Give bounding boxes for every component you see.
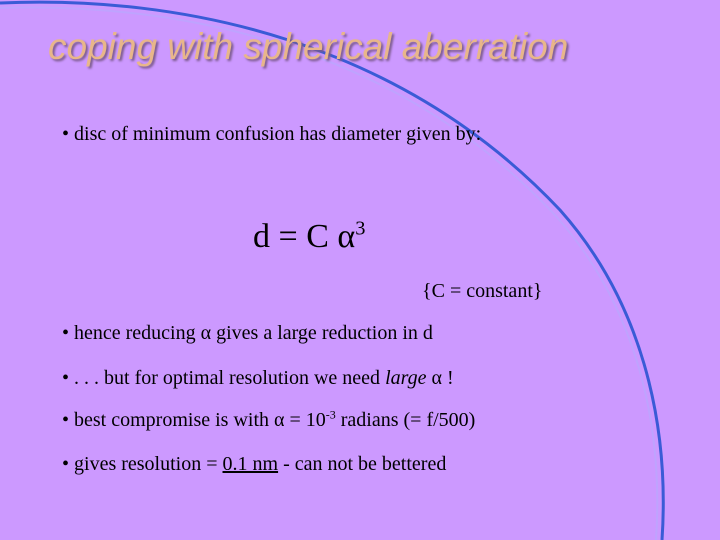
- alpha-symbol: α: [274, 409, 285, 431]
- alpha-symbol: α: [200, 322, 212, 344]
- slide-title: coping with spherical aberration: [48, 26, 569, 67]
- alpha-symbol: α: [337, 218, 356, 255]
- italic-large: large: [385, 367, 427, 389]
- formula-c: C: [306, 218, 329, 255]
- bullet-marker: •: [62, 453, 70, 475]
- bullet-marker: •: [62, 123, 70, 145]
- bullet-marker: •: [62, 409, 70, 431]
- bullet-text: hence reducing: [74, 322, 196, 344]
- bullet-optimal-resolution: [62, 367, 454, 390]
- bullet-gives-resolution: [62, 453, 446, 476]
- bullet-disc-confusion: [62, 123, 481, 146]
- bullet-text: gives resolution =: [74, 453, 218, 475]
- formula-exponent: 3: [355, 217, 366, 240]
- formula-equals: =: [278, 218, 298, 255]
- bullet-best-compromise: [62, 409, 475, 432]
- power-exponent: -3: [325, 407, 336, 422]
- bullet-text: gives a large reduction in d: [216, 322, 433, 344]
- bullet-text: !: [447, 367, 454, 389]
- bullet-text: - can not be bettered: [283, 453, 447, 475]
- formula: [253, 218, 365, 256]
- resolution-value: 0.1 nm: [222, 453, 279, 475]
- formula-d: d: [253, 218, 270, 255]
- bullet-text: radians (= f/500): [340, 409, 476, 431]
- bullet-text: disc of minimum confusion has diameter given by:: [74, 123, 482, 145]
- bullet-marker: •: [62, 367, 70, 389]
- bullet-marker: •: [62, 322, 70, 344]
- constant-note: {C = constant}: [422, 280, 543, 302]
- bullet-text: . . . but for optimal resolution we need: [74, 367, 381, 389]
- alpha-symbol: α: [431, 367, 443, 389]
- power-base: 10: [305, 409, 326, 431]
- bullet-text: best compromise is with: [74, 409, 269, 431]
- bullet-hence-reducing: [62, 322, 433, 345]
- equals-sign: =: [289, 409, 301, 431]
